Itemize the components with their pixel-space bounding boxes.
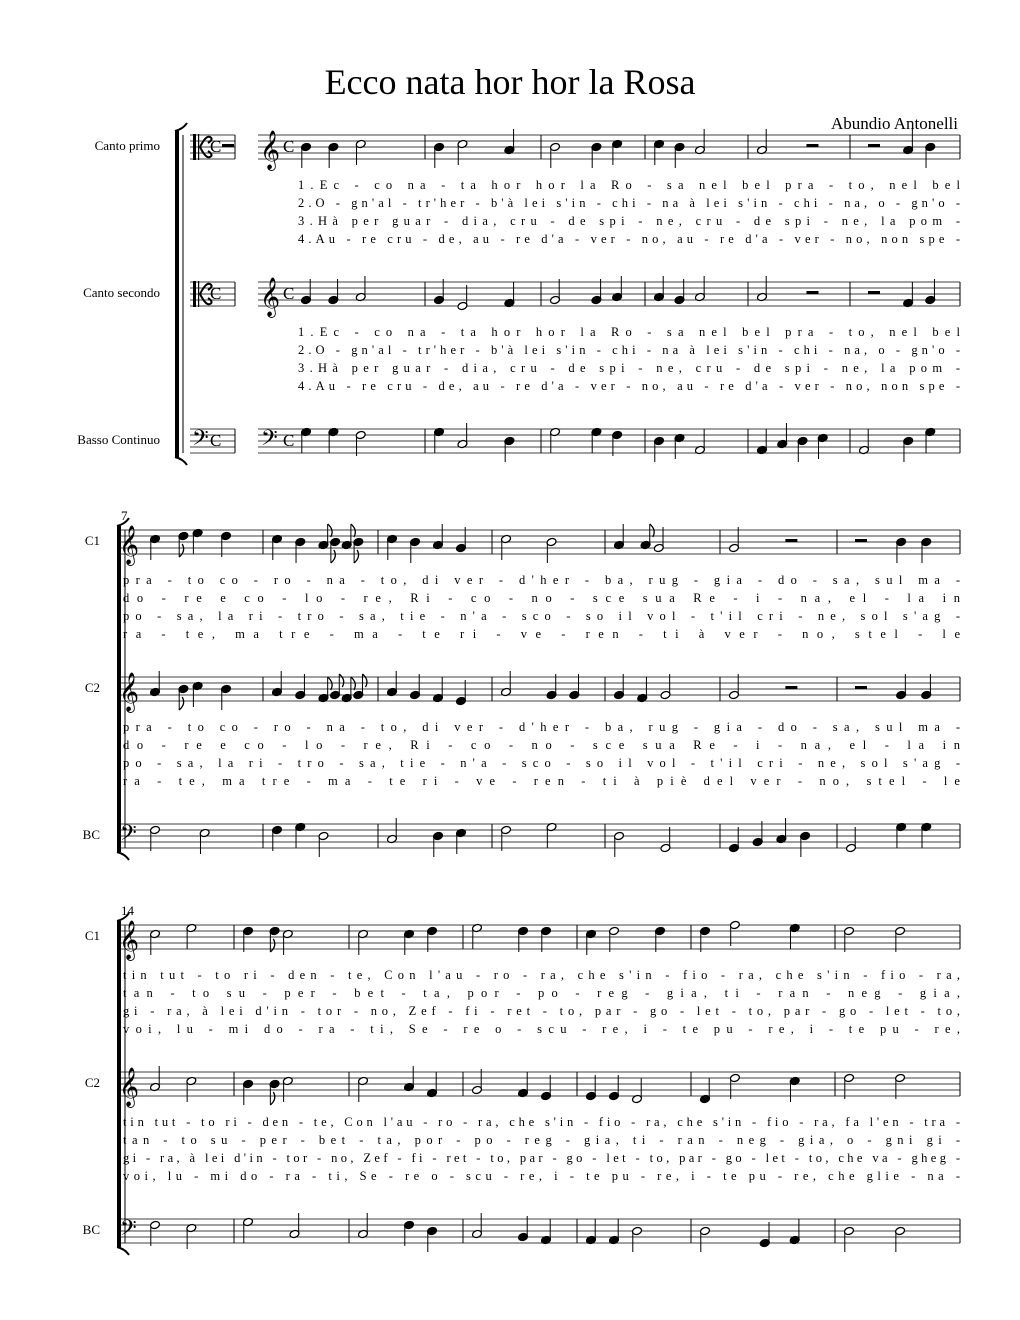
note <box>221 531 232 557</box>
note <box>504 436 515 462</box>
note <box>546 822 557 848</box>
part-label: C2 <box>84 680 100 695</box>
note <box>456 680 467 706</box>
note <box>518 926 529 952</box>
note <box>541 1075 552 1101</box>
note <box>655 926 666 952</box>
note <box>301 427 312 453</box>
note <box>586 929 597 955</box>
note <box>186 1223 197 1249</box>
note <box>504 282 515 308</box>
note <box>846 827 857 853</box>
note <box>586 1219 597 1245</box>
note <box>192 528 203 554</box>
time-signature: C <box>210 431 222 450</box>
lyric-line-3: 3.Hà per guar - dia, cru - de spi - ne, cru - de spi - ne, la pom - <box>298 214 961 228</box>
note <box>541 926 552 952</box>
note <box>434 142 445 168</box>
note <box>272 825 283 851</box>
note <box>472 1069 483 1095</box>
note <box>318 677 332 703</box>
time-signature: C <box>283 431 295 450</box>
note <box>729 1073 740 1099</box>
note <box>660 674 671 700</box>
note <box>328 427 339 453</box>
lyric-line-4: voi, lu - mi do - ra - ti, Se - re o - scu - re, i - te pu - re, i - te pu - re, <box>123 1022 961 1036</box>
rest <box>806 144 818 147</box>
note <box>355 139 366 165</box>
note <box>776 818 787 844</box>
note <box>387 534 398 560</box>
note <box>653 527 664 553</box>
note <box>427 1226 438 1252</box>
note <box>456 828 467 854</box>
part-label: Canto primo <box>94 138 160 153</box>
note <box>925 279 936 305</box>
note <box>550 142 561 168</box>
note <box>295 822 306 848</box>
composer-name: Abundio Antonelli <box>830 114 958 133</box>
note <box>272 671 283 697</box>
note <box>896 822 907 848</box>
staff-c1 <box>85 920 960 1036</box>
note <box>895 1073 906 1099</box>
note <box>282 1076 293 1102</box>
note <box>797 436 808 462</box>
note <box>591 427 602 453</box>
note <box>777 423 788 449</box>
note <box>612 139 623 165</box>
note <box>282 929 293 955</box>
note <box>925 142 936 168</box>
treble-clef-icon: 𝄞 <box>260 130 281 170</box>
note <box>700 926 711 952</box>
note <box>729 920 740 946</box>
note <box>700 1078 711 1104</box>
note <box>609 1075 620 1101</box>
note <box>501 671 512 697</box>
note <box>434 279 445 305</box>
lyric-line-2: 2.O - gn'al - tr'her - b'à lei s'in - chi - na à lei s'in - chi - na, o - gn'o - <box>298 343 961 357</box>
note <box>896 537 907 563</box>
note <box>800 831 811 857</box>
note <box>504 129 515 155</box>
note <box>269 1079 280 1105</box>
note <box>518 1072 529 1098</box>
part-label: BC <box>82 827 100 842</box>
note <box>614 831 625 857</box>
note <box>546 674 557 700</box>
rest <box>785 539 797 542</box>
note <box>609 926 620 952</box>
note <box>318 831 329 857</box>
note <box>674 433 685 459</box>
part-label: C2 <box>84 1075 100 1090</box>
note <box>752 821 763 847</box>
time-signature: C <box>283 137 295 156</box>
note <box>404 929 415 955</box>
system-bracket <box>175 131 179 457</box>
note <box>903 436 914 462</box>
note <box>844 926 855 952</box>
note <box>729 827 740 853</box>
note <box>591 279 602 305</box>
note <box>358 929 369 955</box>
note <box>789 923 800 949</box>
note <box>433 524 444 550</box>
note <box>546 537 557 563</box>
note <box>789 1219 800 1245</box>
note <box>328 142 339 168</box>
staff-bc <box>77 423 960 462</box>
lyric-line-3: po - sa, la ri - tro - sa, tie - n'a - sco - so il vol - t'il cri - ne, sol s'ag - <box>123 609 961 623</box>
note <box>895 926 906 952</box>
note <box>358 1213 369 1239</box>
note <box>612 276 623 302</box>
note <box>729 527 740 553</box>
note <box>694 276 705 302</box>
note <box>789 1076 800 1102</box>
note <box>318 524 332 550</box>
note <box>472 1213 483 1239</box>
note <box>895 1226 906 1252</box>
part-label: BC <box>82 1222 100 1237</box>
time-signature: C <box>283 284 295 303</box>
note <box>186 1076 197 1102</box>
rest <box>855 686 867 689</box>
lyric-line-4: ra - te, ma tre - ma - te ri - ve - ren - ti à piè del ver - no, stel - le <box>123 774 960 788</box>
note <box>178 684 189 710</box>
note <box>700 1226 711 1252</box>
note <box>269 926 280 952</box>
note <box>433 831 444 857</box>
note <box>295 537 306 563</box>
note <box>844 1073 855 1099</box>
staff-c2 <box>85 671 961 788</box>
note <box>301 142 312 168</box>
rest <box>868 144 880 147</box>
rest <box>785 686 797 689</box>
note <box>632 1078 643 1104</box>
note <box>674 279 685 305</box>
lyric-line-4: ra - te, ma tre - ma - te ri - ve - ren - ti à ver - no, stel - le <box>123 627 961 641</box>
note <box>150 825 161 851</box>
note <box>178 531 189 557</box>
note <box>472 923 483 949</box>
part-label: C1 <box>84 928 100 943</box>
note <box>355 430 366 456</box>
measure-number: 14 <box>121 903 134 918</box>
note <box>150 1066 161 1092</box>
time-signature: C <box>210 137 222 156</box>
note <box>694 429 705 455</box>
note <box>427 1072 438 1098</box>
treble-clef-icon: 𝄞 <box>260 277 281 317</box>
note <box>654 436 665 462</box>
note <box>729 674 740 700</box>
note <box>404 1220 415 1246</box>
note <box>192 681 203 707</box>
bass-clef-icon: 𝄢 <box>120 821 137 851</box>
note <box>150 929 161 955</box>
note <box>150 1220 161 1246</box>
lyric-line-1: pra - to co - ro - na - to, di ver - d'her - ba, rug - gia - do - sa, sul ma - <box>123 720 960 734</box>
note <box>817 433 828 459</box>
staff-c1 <box>95 129 961 246</box>
bass-clef-icon: 𝄢 <box>261 426 278 456</box>
lyric-line-3: gi - ra, à lei d'in - tor - no, Zef - fi - ret - to, par - go - let - to, par - go - let - to, <box>123 1004 961 1018</box>
note <box>637 677 648 703</box>
part-label: C1 <box>84 533 100 548</box>
lyric-line-3: po - sa, la ri - tro - sa, tie - n'a - sco - so il vol - t'il cri - ne, sol s'ag - <box>123 756 961 770</box>
note <box>674 142 685 168</box>
note <box>896 674 907 700</box>
note <box>541 1219 552 1245</box>
rest <box>855 539 867 542</box>
note <box>614 674 625 700</box>
note <box>903 282 914 308</box>
note <box>518 1216 529 1242</box>
note <box>591 142 602 168</box>
note <box>457 139 468 165</box>
note <box>199 828 210 854</box>
lyric-line-2: 2.O - gn'al - tr'her - b'à lei s'in - chi - na à lei s'in - chi - na, o - gn'o - <box>298 196 961 210</box>
incipit-rest <box>222 144 234 147</box>
note <box>387 818 398 844</box>
note <box>341 524 355 550</box>
lyric-line-2: do - re e co - lo - re, Ri - co - no - sce sua Re - i - na, el - la in <box>123 591 961 605</box>
note <box>925 427 936 453</box>
lyric-line-1: tin tut - to ri - den - te, Con l'au - ro - ra, che s'in - fio - ra, che s'in - fio - ra, fa l'en - tra - <box>123 1115 961 1129</box>
note <box>632 1226 643 1252</box>
note <box>427 926 438 952</box>
note <box>243 926 254 952</box>
note <box>301 279 312 305</box>
lyric-line-2: tan - to su - per - bet - ta, por - po - reg - gia, ti - ran - neg - gia, o - gni gi - <box>123 1133 960 1147</box>
note <box>353 537 364 563</box>
lyric-line-1: pra - to co - ro - na - to, di ver - d'her - ba, rug - gia - do - sa, sul ma - <box>123 573 960 587</box>
note <box>654 139 665 165</box>
note <box>387 671 398 697</box>
note <box>921 822 932 848</box>
note <box>434 427 445 453</box>
staff-c2 <box>83 276 960 393</box>
lyric-line-1: 1.Ec - co na - ta hor hor la Ro - sa nel bel pra - to, nel bel <box>298 178 961 192</box>
note <box>355 276 366 302</box>
note <box>330 537 341 563</box>
note <box>358 1076 369 1102</box>
note <box>586 1075 597 1101</box>
staff-bc <box>83 1213 960 1252</box>
lyric-line-4: voi, lu - mi do - ra - ti, Se - re o - scu - re, i - te pu - re, i - te pu - re, che glie - na - <box>123 1169 960 1183</box>
note <box>640 524 654 550</box>
rest <box>806 291 818 294</box>
note <box>272 534 283 560</box>
note <box>221 684 232 710</box>
part-label: Canto secondo <box>83 285 160 300</box>
note <box>457 423 468 449</box>
note <box>243 1079 254 1105</box>
note <box>186 923 197 949</box>
time-signature: C <box>210 284 222 303</box>
note <box>150 671 161 697</box>
lyric-line-2: tan - to su - per - bet - ta, por - po - reg - gia, ti - ran - neg - gia, <box>123 986 960 1000</box>
note <box>921 537 932 563</box>
lyric-line-4: 4.Au - re cru - de, au - re d'a - ver - no, au - re d'a - ver - no, non spe - <box>298 232 960 246</box>
bass-clef-icon: 𝄢 <box>120 1216 137 1246</box>
note <box>569 674 580 700</box>
note <box>410 537 421 563</box>
note <box>614 524 625 550</box>
treble-clef-icon: 𝄞 <box>119 672 140 712</box>
note <box>759 1222 770 1248</box>
note <box>550 279 561 305</box>
note <box>612 430 623 456</box>
treble-clef-icon: 𝄞 <box>119 1067 140 1107</box>
note <box>844 1226 855 1252</box>
lyric-line-4: 4.Au - re cru - de, au - re d'a - ver - no, au - re d'a - ver - no, non spe - <box>298 379 960 393</box>
bass-clef-icon: 𝄢 <box>192 426 209 456</box>
lyric-line-1: tin tut - to ri - den - te, Con l'au - ro - ra, che s'in - fio - ra, che s'in - fio - ra, <box>123 968 960 982</box>
treble-clef-icon: 𝄞 <box>119 920 140 960</box>
note <box>243 1217 254 1243</box>
measure-number: 7 <box>121 508 128 523</box>
part-label: Basso Continuo <box>77 432 160 447</box>
note <box>660 827 671 853</box>
lyric-line-2: do - re e co - lo - re, Ri - co - no - sce sua Re - i - na, el - la in <box>123 738 961 752</box>
note <box>457 285 468 311</box>
staff-bc <box>83 818 960 857</box>
system-3 <box>83 903 960 1255</box>
note <box>757 429 768 455</box>
note <box>694 129 705 155</box>
note <box>550 427 561 453</box>
note <box>654 276 665 302</box>
note <box>433 677 444 703</box>
note <box>903 129 914 155</box>
note <box>150 534 161 560</box>
note <box>921 674 932 700</box>
note <box>404 1066 415 1092</box>
note <box>501 825 512 851</box>
treble-clef-icon: 𝄞 <box>119 525 140 565</box>
note <box>295 674 306 700</box>
lyric-line-3: gi - ra, à lei d'in - tor - no, Zef - fi - ret - to, par - go - let - to, par - go - let - to, che va - gheg - <box>123 1151 960 1165</box>
note <box>757 129 768 155</box>
note <box>859 429 870 455</box>
score-title: Ecco nata hor hor la Rosa <box>324 62 696 102</box>
system-1 <box>77 123 960 465</box>
note <box>757 276 768 302</box>
system-2 <box>83 508 961 860</box>
note <box>456 527 467 553</box>
note <box>289 1213 300 1239</box>
note <box>328 279 339 305</box>
rest <box>868 291 880 294</box>
staff-c1 <box>85 524 961 641</box>
note <box>410 674 421 700</box>
note <box>501 534 512 560</box>
staff-c2 <box>85 1066 960 1183</box>
lyric-line-1: 1.Ec - co na - ta hor hor la Ro - sa nel bel pra - to, nel bel <box>298 325 961 339</box>
lyric-line-3: 3.Hà per guar - dia, cru - de spi - ne, cru - de spi - ne, la pom - <box>298 361 961 375</box>
note <box>609 1219 620 1245</box>
